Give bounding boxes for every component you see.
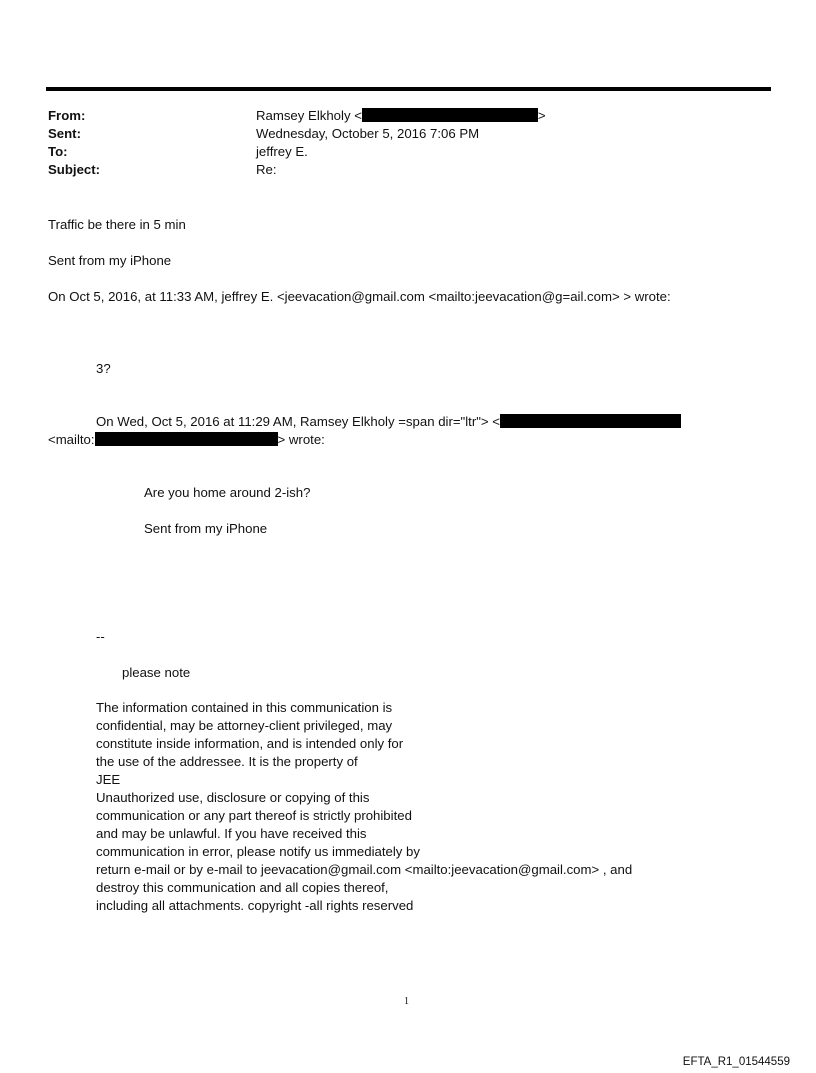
sent-value: Wednesday, October 5, 2016 7:06 PM — [256, 126, 480, 141]
to-label: To: — [48, 144, 68, 159]
disclaimer-line: JEE — [96, 772, 121, 787]
header-rule — [46, 87, 771, 91]
disclaimer-line: including all attachments. copyright -all rights reserved — [96, 898, 414, 913]
disclaimer-line: confidential, may be attorney-client privileged, may — [96, 718, 393, 733]
disclaimer-line: The information contained in this communication is — [96, 700, 393, 715]
redaction-bar — [362, 108, 538, 122]
disclaimer-line: Unauthorized use, disclosure or copying of this — [96, 790, 370, 805]
signature-note: please note — [122, 665, 191, 680]
from-value — [256, 107, 546, 125]
subject-row — [48, 161, 748, 179]
body-line-1: Traffic be there in 5 min — [48, 217, 186, 232]
quote2-header-line-b — [48, 431, 325, 449]
disclaimer-line: and may be unlawful. If you have received this — [96, 826, 367, 841]
quote1-header: On Oct 5, 2016, at 11:33 AM, jeffrey E. <jeevacation@gmail.com <mailto:jeevacation@g=ail.com> > wrote: — [48, 289, 671, 304]
from-name: Ramsey Elkholy < — [256, 108, 362, 123]
quote1-text: 3? — [96, 361, 111, 376]
quote2-header-a-text: On Wed, Oct 5, 2016 at 11:29 AM, Ramsey Elkholy =span dir="ltr"> < — [96, 414, 500, 429]
subject-label: Subject: — [48, 162, 101, 177]
sent-row — [48, 125, 748, 143]
quote2-header-line-a — [96, 413, 681, 431]
disclaimer-line: return e-mail or by e-mail to jeevacation@gmail.com <mailto:jeevacation@gmail.com> , and — [96, 862, 633, 877]
page-number: 1 — [404, 996, 409, 1007]
to-row — [48, 143, 748, 161]
from-close: > — [537, 108, 546, 123]
disclaimer-line: the use of the addressee. It is the property of — [96, 754, 358, 769]
disclaimer-line: communication in error, please notify us immediately by — [96, 844, 420, 859]
from-label: From: — [48, 108, 86, 123]
quote2-text-2: Sent from my iPhone — [144, 521, 268, 536]
quote2-text-1: Are you home around 2-ish? — [144, 485, 311, 500]
redaction-bar — [500, 414, 681, 428]
disclaimer-line: destroy this communication and all copies thereof, — [96, 880, 389, 895]
body-line-2: Sent from my iPhone — [48, 253, 172, 268]
subject-value: Re: — [256, 162, 277, 177]
redaction-bar — [95, 432, 278, 446]
quote2-header-b-suffix: > wrote: — [277, 432, 325, 447]
sent-label: Sent: — [48, 126, 81, 141]
to-value: jeffrey E. — [256, 144, 308, 159]
bates-number: EFTA_R1_01544559 — [682, 1056, 790, 1068]
from-row — [48, 107, 748, 125]
disclaimer-line: constitute inside information, and is intended only for — [96, 736, 404, 751]
signature-dashes: -- — [96, 629, 105, 644]
disclaimer-line: communication or any part thereof is strictly prohibited — [96, 808, 412, 823]
quote2-header-b-prefix: <mailto: — [48, 432, 95, 447]
